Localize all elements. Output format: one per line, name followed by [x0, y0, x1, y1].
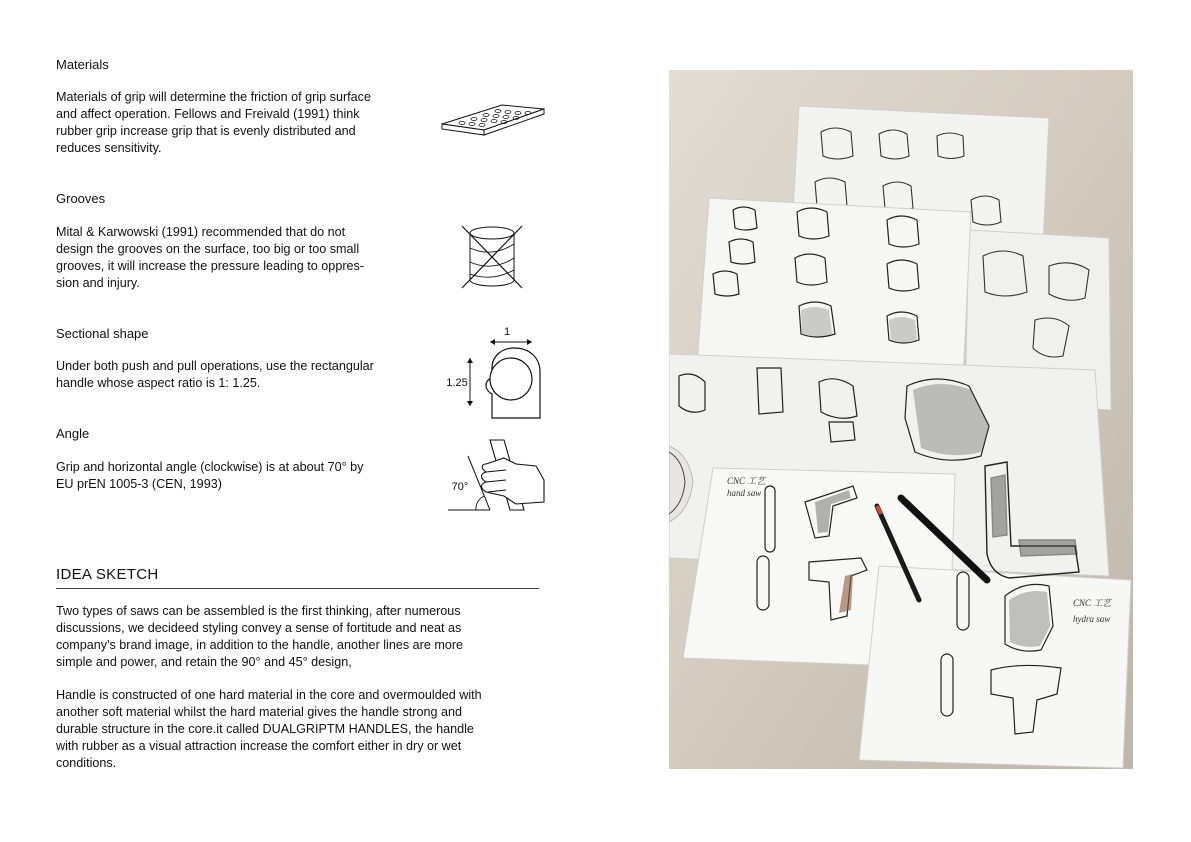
materials-body: Materials of grip will determine the friction of grip surface and affect operation. Fellows and Freivald (1991) think rubber grip increase grip that is evenly distributed and reduces sensitivity.: [56, 90, 371, 155]
sheet-note-2: hand saw: [727, 488, 762, 498]
sheet-note-1: CNC 工艺: [727, 476, 766, 486]
idea-sketch-heading: IDEA SKETCH: [56, 566, 159, 583]
height-dimension-label: 1.25: [446, 377, 468, 389]
sectional-shape-illustration: [440, 322, 550, 428]
grip-angle-illustration: [446, 438, 550, 514]
sheet-note-3: CNC 工艺: [1073, 598, 1112, 608]
materials-heading: Materials: [56, 57, 109, 72]
idea-sketch-photo: [669, 70, 1133, 769]
width-dimension-label: 1: [503, 326, 511, 338]
sketch-sheet-bottom-right: [859, 566, 1131, 768]
sheet-note-4: hydra saw: [1073, 614, 1111, 624]
grooves-heading: Grooves: [56, 191, 106, 206]
sectional-shape-heading: Sectional shape: [56, 326, 149, 341]
sketch-sheet-large: [697, 198, 971, 382]
grooves-body: Mital & Karwowski (1991) recommended that do not design the grooves on the surface, too big or too small grooves, it will increase the pressure leading to oppres- sion and injury.: [56, 225, 365, 290]
angle-body: Grip and horizontal angle (clockwise) is at about 70° by EU prEN 1005-3 (CEN, 1993): [56, 460, 364, 491]
grooved-cylinder-crossed-illustration: [460, 224, 524, 290]
angle-label: 70°: [451, 481, 469, 493]
textured-grip-pad-illustration: [440, 102, 546, 138]
sectional-shape-body: Under both push and pull operations, use the rectangular handle whose aspect ratio is 1: 1.25.: [56, 359, 374, 390]
heading-divider: [56, 588, 539, 589]
idea-sketch-paragraph-2: Handle is constructed of one hard material in the core and overmoulded with another soft material whilst the hard material gives the handle strong and durable structure in the core.it called DUALGRIPTM HANDLES, the handle with rubber as a visual attraction increase the comfort either in dry or wet conditions.: [56, 688, 482, 770]
angle-heading: Angle: [56, 426, 90, 441]
idea-sketch-paragraph-1: Two types of saws can be assembled is the first thinking, after numerous discussions, we decideed styling convey a sense of fortitude and neat as company's brand image, in addition to the handle, another lines are more simple and power, and retain the 90° and 45° design,: [56, 604, 464, 669]
